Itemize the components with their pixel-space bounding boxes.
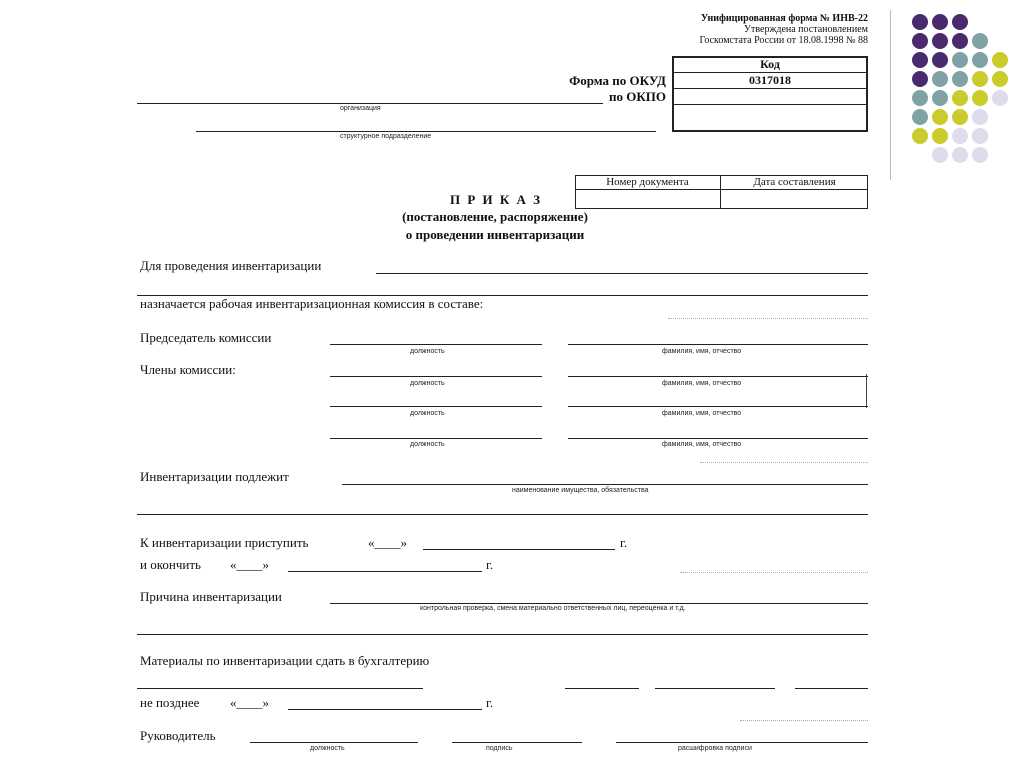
decor-dot [932, 33, 948, 49]
for-inventory-label: Для проведения инвентаризации [140, 258, 322, 273]
decor-dot [912, 14, 928, 30]
member2-position-caption: должность [410, 410, 445, 417]
decor-dot [972, 90, 988, 106]
start-date: «____» [368, 535, 407, 550]
subdivision-line [196, 131, 656, 132]
organization-line [137, 103, 603, 104]
head-decoding-caption: расшифровка подписи [678, 745, 752, 752]
materials-label: Материалы по инвентаризации сдать в бухгалтерию [140, 653, 430, 668]
kod-header: Код [760, 57, 780, 71]
head-position-line [250, 742, 418, 743]
decor-dot [992, 71, 1008, 87]
head-signature-line [452, 742, 582, 743]
decor-dot [912, 71, 928, 87]
for-inventory-line [376, 273, 868, 274]
decor-dot [972, 147, 988, 163]
decor-dot [932, 14, 948, 30]
deadline-date: «____» [230, 695, 269, 710]
scan-artifact [668, 318, 868, 320]
form-header-line1: Унифицированная форма № ИНВ-22 [700, 13, 868, 24]
reason-caption: контрольная проверка, смена материально ответственных лиц, переоценка и т.д. [420, 605, 686, 612]
member2-position-line [330, 406, 542, 407]
decor-dot [932, 52, 948, 68]
chairman-label: Председатель комиссии [140, 330, 272, 345]
decor-dot [992, 52, 1008, 68]
deadline-year-suffix: г. [486, 695, 494, 710]
scan-artifact [680, 572, 868, 574]
decor-dot [932, 109, 948, 125]
chairman-position-line [330, 344, 542, 345]
materials-line-c [655, 688, 775, 689]
materials-line [137, 688, 423, 689]
decor-dot [952, 128, 968, 144]
materials-line-b [565, 688, 639, 689]
decor-dot [952, 109, 968, 125]
reason-line-2 [137, 634, 868, 635]
chairman-name-caption: фамилия, имя, отчество [662, 348, 742, 355]
decor-dot [952, 71, 968, 87]
decor-dot [912, 33, 928, 49]
member2-name-caption: фамилия, имя, отчество [662, 410, 742, 417]
members-bracket [866, 374, 867, 408]
finish-label: и окончить [140, 557, 201, 572]
form-header-line3: Госкомстата России от 18.08.1998 № 88 [699, 35, 868, 46]
members-label: Члены комиссии: [140, 362, 236, 377]
scan-artifact [740, 720, 868, 722]
doc-number-header: Номер документа [606, 176, 689, 188]
okud-label: Форма по ОКУД [569, 73, 666, 88]
decor-dot [952, 147, 968, 163]
decor-dot [972, 109, 988, 125]
decor-dot [972, 52, 988, 68]
decor-dot [972, 128, 988, 144]
okud-divider [672, 88, 868, 89]
okud-value: 0317018 [749, 73, 791, 87]
chairman-position-caption: должность [410, 348, 445, 355]
member3-position-caption: должность [410, 441, 445, 448]
start-month-line [423, 549, 615, 550]
doc-date-header: Дата составления [753, 176, 836, 188]
order-subtitle-2: о проведении инвентаризации [405, 227, 585, 242]
okpo-label: по ОКПО [608, 89, 666, 104]
doc-table-row-divider [575, 189, 868, 190]
decor-dot [972, 71, 988, 87]
deadline-label: не позднее [140, 695, 200, 710]
scan-artifact [700, 462, 868, 464]
decor-dot [932, 147, 948, 163]
head-decoding-line [616, 742, 868, 743]
start-year-suffix: г. [620, 535, 628, 550]
member2-name-line [568, 406, 868, 407]
form-header-line2: Утверждена постановлением [743, 24, 868, 35]
member1-position-line [330, 376, 542, 377]
decor-dot [912, 109, 928, 125]
finish-year-suffix: г. [486, 557, 494, 572]
decor-dot [932, 128, 948, 144]
member1-name-line [568, 376, 868, 377]
decor-dot [932, 71, 948, 87]
okpo-divider [672, 104, 868, 105]
decor-dot [952, 52, 968, 68]
property-caption: наименование имущества, обязательства [512, 487, 649, 494]
organization-caption: организация [340, 105, 381, 112]
order-title: П Р И К А З [449, 192, 543, 207]
subject-line-2 [137, 514, 868, 515]
member3-position-line [330, 438, 542, 439]
decor-dot [952, 33, 968, 49]
materials-line-d [795, 688, 868, 689]
decor-dot [912, 90, 928, 106]
commission-label: назначается рабочая инвентаризационная комиссия в составе: [140, 296, 484, 311]
deadline-month-line [288, 709, 482, 710]
decor-dot [912, 128, 928, 144]
decor-dot [932, 90, 948, 106]
finish-date: «____» [230, 557, 269, 572]
head-signature-caption: подпись [486, 745, 513, 752]
member3-name-caption: фамилия, имя, отчество [662, 441, 742, 448]
head-label: Руководитель [140, 728, 216, 743]
chairman-name-line [568, 344, 868, 345]
decor-dot [952, 90, 968, 106]
decor-dot [912, 52, 928, 68]
start-label: К инвентаризации приступить [140, 535, 309, 550]
head-position-caption: должность [310, 745, 345, 752]
reason-line [330, 603, 868, 604]
decor-dot [972, 33, 988, 49]
subdivision-caption: структурное подразделение [340, 133, 432, 140]
order-subtitle-1: (постановление, распоряжение) [402, 209, 588, 224]
finish-month-line [288, 571, 482, 572]
member1-position-caption: должность [410, 380, 445, 387]
decor-dot [992, 90, 1008, 106]
decor-dot [952, 14, 968, 30]
subject-line [342, 484, 868, 485]
decorative-vertical-rule [890, 10, 891, 180]
form-header [600, 13, 868, 46]
member3-name-line [568, 438, 868, 439]
member1-name-caption: фамилия, имя, отчество [662, 380, 742, 387]
reason-label: Причина инвентаризации [140, 589, 282, 604]
subject-label: Инвентаризации подлежит [140, 469, 289, 484]
